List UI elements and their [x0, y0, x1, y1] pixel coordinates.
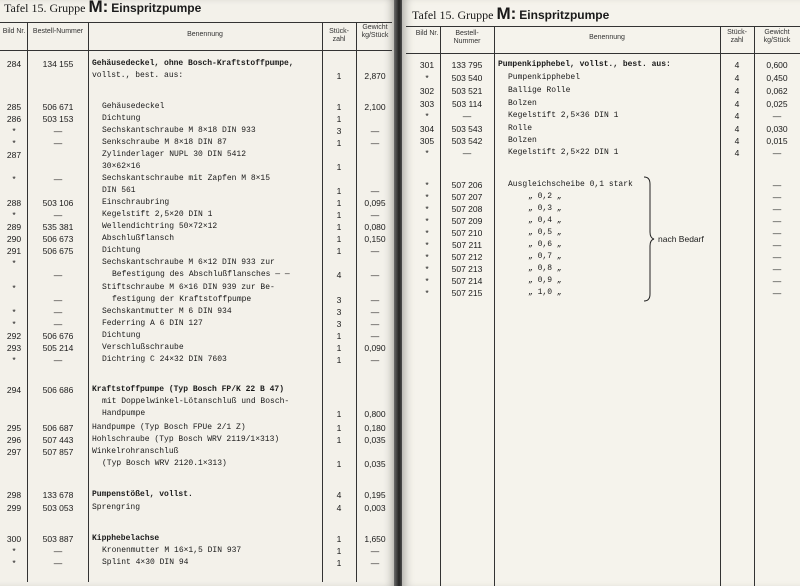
- benennung: Winkelrohranschluß: [92, 447, 179, 456]
- bild-nr: 289: [6, 222, 22, 232]
- bild-nr: 301: [419, 60, 435, 70]
- bild-nr: *: [425, 288, 429, 298]
- benennung: Sechskantschraube M 6×12 DIN 933 zur: [102, 258, 275, 267]
- left-page: [0, 0, 396, 586]
- stueckzahl: 1: [336, 534, 342, 544]
- right-page: [402, 0, 800, 586]
- gewicht: 0,035: [364, 459, 386, 469]
- bild-nr: 291: [6, 246, 22, 256]
- bestell-nr: 507 213: [451, 264, 483, 274]
- gewicht: 0,195: [364, 490, 386, 500]
- bestell-nr: 503 543: [451, 124, 483, 134]
- gewicht: 0,062: [766, 86, 788, 96]
- bestell-nr: —: [53, 174, 63, 184]
- gewicht: —: [370, 558, 380, 568]
- bild-nr: 302: [419, 86, 435, 96]
- bild-nr: 303: [419, 99, 435, 109]
- gewicht: —: [772, 288, 782, 298]
- benennung: Pumpenstößel, vollst.: [92, 490, 193, 499]
- stueckzahl: 1: [336, 331, 342, 341]
- bild-nr: 284: [6, 59, 22, 69]
- bestell-nr: 507 212: [451, 252, 483, 262]
- benennung: Handpumpe: [102, 409, 146, 418]
- gewicht: —: [370, 246, 380, 256]
- bestell-nr: 506 671: [42, 102, 74, 112]
- gewicht: 0,035: [364, 435, 386, 445]
- benennung: Befestigung des Abschlußflansches — —: [112, 270, 290, 279]
- benennung: „ 0,2 „: [528, 192, 562, 201]
- benennung: Hohlschraube (Typ Bosch WRV 2119/1×313): [92, 435, 280, 444]
- gewicht: —: [370, 126, 380, 136]
- bestell-nr: 503 053: [42, 503, 74, 513]
- benennung: festigung der Kraftstoffpumpe: [112, 295, 252, 304]
- col-divider: [440, 26, 441, 586]
- benennung: Ballige Rolle: [508, 86, 571, 95]
- benennung: 30×62×16: [102, 162, 141, 171]
- gewicht: 1,650: [364, 534, 386, 544]
- stueckzahl: 4: [734, 136, 740, 146]
- bestell-nr: 507 209: [451, 216, 483, 226]
- gewicht: 0,003: [364, 503, 386, 513]
- gewicht: —: [772, 252, 782, 262]
- stueckzahl: 4: [734, 124, 740, 134]
- gewicht: 0,600: [766, 60, 788, 70]
- benennung: Bolzen: [508, 136, 537, 145]
- bild-nr: 287: [6, 150, 22, 160]
- bestell-nr: 507 208: [451, 204, 483, 214]
- gewicht: —: [370, 138, 380, 148]
- bestell-nr: —: [53, 126, 63, 136]
- benennung: „ 1,0 „: [528, 288, 562, 297]
- bestell-nr: 506 686: [42, 385, 74, 395]
- bild-nr: 288: [6, 198, 22, 208]
- gewicht: 2,870: [364, 71, 386, 81]
- bild-nr: 305: [419, 136, 435, 146]
- heading-prefix: Tafel 15. Gruppe: [4, 1, 86, 15]
- bild-nr: 293: [6, 343, 22, 353]
- benennung: Wellendichtring 50×72×12: [102, 222, 218, 231]
- gewicht: —: [370, 186, 380, 196]
- header-stueck: Stück-zahl: [329, 28, 349, 43]
- bild-nr: *: [425, 192, 429, 202]
- header-bestell: Bestell-Nummer: [453, 30, 481, 45]
- stueckzahl: 3: [336, 319, 342, 329]
- benennung: Pumpenkipphebel, vollst., best. aus:: [498, 60, 671, 69]
- stueckzahl: 1: [336, 343, 342, 353]
- stueckzahl: 1: [336, 71, 342, 81]
- header-benennung: Benennung: [589, 34, 625, 41]
- bild-nr: *: [12, 210, 16, 220]
- gewicht: —: [370, 307, 380, 317]
- bestell-nr: 503 521: [451, 86, 483, 96]
- heading-group: M:: [496, 4, 517, 23]
- bestell-nr: 507 211: [451, 240, 483, 250]
- stueckzahl: 4: [336, 270, 342, 280]
- bild-nr: 300: [6, 534, 22, 544]
- bestell-nr: 503 540: [451, 73, 483, 83]
- benennung: (Typ Bosch WRV 2120.1×313): [102, 459, 227, 468]
- benennung: mit Doppelwinkel-Lötanschluß und Bosch-: [102, 397, 290, 406]
- gewicht: —: [772, 148, 782, 158]
- bestell-nr: —: [462, 111, 472, 121]
- bild-nr: *: [12, 126, 16, 136]
- bild-nr: *: [425, 148, 429, 158]
- bestell-nr: —: [53, 546, 63, 556]
- benennung: Kraftstoffpumpe (Typ Bosch FP/K 22 B 47): [92, 385, 285, 394]
- stueckzahl: 3: [336, 307, 342, 317]
- stueckzahl: 4: [734, 86, 740, 96]
- benennung: „ 0,7 „: [528, 252, 562, 261]
- bild-nr: *: [12, 283, 16, 293]
- stueckzahl: 1: [336, 558, 342, 568]
- bild-nr: 304: [419, 124, 435, 134]
- header-bild: Bild Nr.: [2, 28, 26, 35]
- stueckzahl: 1: [336, 114, 342, 124]
- stueckzahl: 1: [336, 102, 342, 112]
- bestell-nr: 507 857: [42, 447, 74, 457]
- gewicht: —: [370, 355, 380, 365]
- bestell-nr: 133 795: [451, 60, 483, 70]
- benennung: „ 0,4 „: [528, 216, 562, 225]
- header-gewicht: Gewicht kg/Stück: [361, 24, 389, 39]
- bild-nr: *: [425, 240, 429, 250]
- stueckzahl: 3: [336, 126, 342, 136]
- bestell-nr: 505 214: [42, 343, 74, 353]
- bestell-nr: 506 675: [42, 246, 74, 256]
- benennung: Zylinderlager NUPL 30 DIN 5412: [102, 150, 247, 159]
- gewicht: —: [370, 546, 380, 556]
- benennung: Federring A 6 DIN 127: [102, 319, 203, 328]
- gewicht: 0,150: [364, 234, 386, 244]
- gewicht: 0,080: [364, 222, 386, 232]
- gewicht: —: [370, 295, 380, 305]
- bild-nr: *: [425, 111, 429, 121]
- gewicht: —: [772, 180, 782, 190]
- benennung: Dichtung: [102, 246, 141, 255]
- gewicht: 2,100: [364, 102, 386, 112]
- header-bild: Bild Nr.: [415, 30, 439, 37]
- stueckzahl: 1: [336, 162, 342, 172]
- bestell-nr: —: [53, 295, 63, 305]
- bestell-nr: 535 381: [42, 222, 74, 232]
- benennung: Abschlußflansch: [102, 234, 175, 243]
- benennung: „ 0,3 „: [528, 204, 562, 213]
- benennung: Ausgleichscheibe 0,1 stark: [508, 180, 633, 189]
- bestell-nr: 507 206: [451, 180, 483, 190]
- benennung: Einschraubring: [102, 198, 170, 207]
- heading-prefix: Tafel 15. Gruppe: [412, 8, 494, 22]
- header-top-rule: [406, 26, 800, 27]
- benennung: Dichtring C 24×32 DIN 7603: [102, 355, 227, 364]
- col-divider: [27, 22, 28, 582]
- bild-nr: *: [12, 258, 16, 268]
- gewicht: —: [370, 270, 380, 280]
- bild-nr: *: [12, 174, 16, 184]
- header-gewicht: Gewicht kg/Stück: [763, 29, 791, 44]
- benennung: Stiftschraube M 6×16 DIN 939 zur Be-: [102, 283, 275, 292]
- bild-nr: *: [12, 355, 16, 365]
- benennung: Senkschraube M 8×18 DIN 87: [102, 138, 227, 147]
- bestell-nr: 503 114: [451, 99, 483, 109]
- stueckzahl: 4: [336, 503, 342, 513]
- benennung: Kegelstift 2,5×20 DIN 1: [102, 210, 213, 219]
- bestell-nr: —: [53, 270, 63, 280]
- bestell-nr: 506 687: [42, 423, 74, 433]
- bild-nr: *: [425, 180, 429, 190]
- benennung: Verschlußschraube: [102, 343, 184, 352]
- benennung: „ 0,9 „: [528, 276, 562, 285]
- benennung: Kronenmutter M 16×1,5 DIN 937: [102, 546, 242, 555]
- stueckzahl: 4: [734, 60, 740, 70]
- bild-nr: *: [12, 138, 16, 148]
- stueckzahl: 4: [734, 99, 740, 109]
- benennung: Handpumpe (Typ Bosch FPUe 2/1 Z): [92, 423, 246, 432]
- stueckzahl: 1: [336, 435, 342, 445]
- gewicht: —: [370, 210, 380, 220]
- gewicht: 0,180: [364, 423, 386, 433]
- header-bottom-rule: [406, 53, 800, 54]
- benennung: Dichtung: [102, 331, 141, 340]
- bild-nr: *: [425, 264, 429, 274]
- bestell-nr: 503 153: [42, 114, 74, 124]
- benennung: Sechskantschraube mit Zapfen M 8×15: [102, 174, 271, 183]
- header-top-rule: [0, 22, 392, 23]
- gewicht: —: [772, 216, 782, 226]
- gewicht: 0,800: [364, 409, 386, 419]
- bild-nr: 296: [6, 435, 22, 445]
- bestell-nr: —: [53, 558, 63, 568]
- bild-nr: *: [425, 228, 429, 238]
- stueckzahl: 1: [336, 423, 342, 433]
- benennung: Rolle: [508, 124, 533, 133]
- col-divider: [322, 22, 323, 582]
- bild-nr: 286: [6, 114, 22, 124]
- bestell-nr: —: [53, 138, 63, 148]
- benennung: Kegelstift 2,5×22 DIN 1: [508, 148, 619, 157]
- right-heading: [412, 4, 609, 24]
- bestell-nr: —: [462, 148, 472, 158]
- bestell-nr: 133 678: [42, 490, 74, 500]
- bild-nr: *: [12, 307, 16, 317]
- bestell-nr: —: [53, 210, 63, 220]
- stueckzahl: 1: [336, 186, 342, 196]
- gewicht: 0,450: [766, 73, 788, 83]
- benennung: „ 0,5 „: [528, 228, 562, 237]
- stueckzahl: 1: [336, 138, 342, 148]
- benennung: Splint 4×30 DIN 94: [102, 558, 189, 567]
- gewicht: 0,015: [766, 136, 788, 146]
- bestell-nr: 507 214: [451, 276, 483, 286]
- stueckzahl: 3: [336, 295, 342, 305]
- bestell-nr: 507 207: [451, 192, 483, 202]
- benennung: Sechskantschraube M 8×18 DIN 933: [102, 126, 256, 135]
- bild-nr: 294: [6, 385, 22, 395]
- bild-nr: *: [12, 319, 16, 329]
- stueckzahl: 1: [336, 355, 342, 365]
- col-divider: [88, 22, 89, 582]
- header-stueck: Stück-zahl: [727, 29, 747, 44]
- gewicht: 0,025: [766, 99, 788, 109]
- header-bottom-rule: [0, 50, 392, 51]
- gewicht: —: [772, 192, 782, 202]
- heading-title: Einspritzpumpe: [111, 1, 202, 15]
- note-nach-bedarf: nach Bedarf: [658, 234, 704, 244]
- bestell-nr: 503 542: [451, 136, 483, 146]
- benennung: „ 0,8 „: [528, 264, 562, 273]
- bestell-nr: 503 106: [42, 198, 74, 208]
- gewicht: —: [370, 319, 380, 329]
- gewicht: —: [772, 276, 782, 286]
- benennung: Gehäusedeckel: [102, 102, 165, 111]
- gewicht: —: [772, 204, 782, 214]
- stueckzahl: 1: [336, 246, 342, 256]
- bestell-nr: 507 210: [451, 228, 483, 238]
- stueckzahl: 4: [734, 148, 740, 158]
- stueckzahl: 1: [336, 546, 342, 556]
- stueckzahl: 4: [734, 73, 740, 83]
- bild-nr: *: [425, 252, 429, 262]
- col-divider: [720, 26, 721, 586]
- bild-nr: *: [12, 546, 16, 556]
- gewicht: —: [772, 240, 782, 250]
- heading-group: M:: [88, 0, 109, 16]
- col-divider: [754, 26, 755, 586]
- bild-nr: 295: [6, 423, 22, 433]
- stueckzahl: 1: [336, 409, 342, 419]
- gewicht: —: [772, 228, 782, 238]
- stueckzahl: 1: [336, 222, 342, 232]
- bild-nr: *: [425, 276, 429, 286]
- benennung: Sprengring: [92, 503, 141, 512]
- benennung: „ 0,6 „: [528, 240, 562, 249]
- stueckzahl: 1: [336, 210, 342, 220]
- benennung: Kegelstift 2,5×36 DIN 1: [508, 111, 619, 120]
- bracket-icon: [642, 176, 656, 302]
- stueckzahl: 4: [734, 111, 740, 121]
- stueckzahl: 1: [336, 234, 342, 244]
- bestell-nr: —: [53, 307, 63, 317]
- bestell-nr: —: [53, 319, 63, 329]
- bild-nr: *: [425, 73, 429, 83]
- gewicht: 0,095: [364, 198, 386, 208]
- header-bestell: Bestell-Nummer: [32, 28, 84, 35]
- bild-nr: 290: [6, 234, 22, 244]
- benennung: Pumpenkipphebel: [508, 73, 581, 82]
- bestell-nr: 503 887: [42, 534, 74, 544]
- bild-nr: 298: [6, 490, 22, 500]
- bestell-nr: 134 155: [42, 59, 74, 69]
- benennung: vollst., best. aus:: [92, 71, 184, 80]
- heading-title: Einspritzpumpe: [519, 8, 610, 22]
- bild-nr: 299: [6, 503, 22, 513]
- benennung: Kipphebelachse: [92, 534, 160, 543]
- bestell-nr: —: [53, 355, 63, 365]
- benennung: Dichtung: [102, 114, 141, 123]
- bild-nr: *: [425, 204, 429, 214]
- bild-nr: 285: [6, 102, 22, 112]
- header-benennung: Benennung: [187, 31, 223, 38]
- stueckzahl: 1: [336, 198, 342, 208]
- stueckzahl: 4: [336, 490, 342, 500]
- gewicht: —: [370, 331, 380, 341]
- bestell-nr: 506 673: [42, 234, 74, 244]
- bestell-nr: 507 443: [42, 435, 74, 445]
- bestell-nr: 506 676: [42, 331, 74, 341]
- col-divider: [494, 26, 495, 586]
- bild-nr: *: [425, 216, 429, 226]
- gewicht: 0,090: [364, 343, 386, 353]
- bild-nr: 297: [6, 447, 22, 457]
- benennung: Bolzen: [508, 99, 537, 108]
- benennung: Gehäusedeckel, ohne Bosch-Kraftstoffpumpe,: [92, 59, 294, 68]
- bestell-nr: 507 215: [451, 288, 483, 298]
- benennung: Sechskantmutter M 6 DIN 934: [102, 307, 232, 316]
- bild-nr: 292: [6, 331, 22, 341]
- gewicht: —: [772, 264, 782, 274]
- gewicht: —: [772, 111, 782, 121]
- gewicht: 0,030: [766, 124, 788, 134]
- stueckzahl: 1: [336, 459, 342, 469]
- benennung: DIN 561: [102, 186, 136, 195]
- bild-nr: *: [12, 558, 16, 568]
- left-heading: [4, 0, 201, 17]
